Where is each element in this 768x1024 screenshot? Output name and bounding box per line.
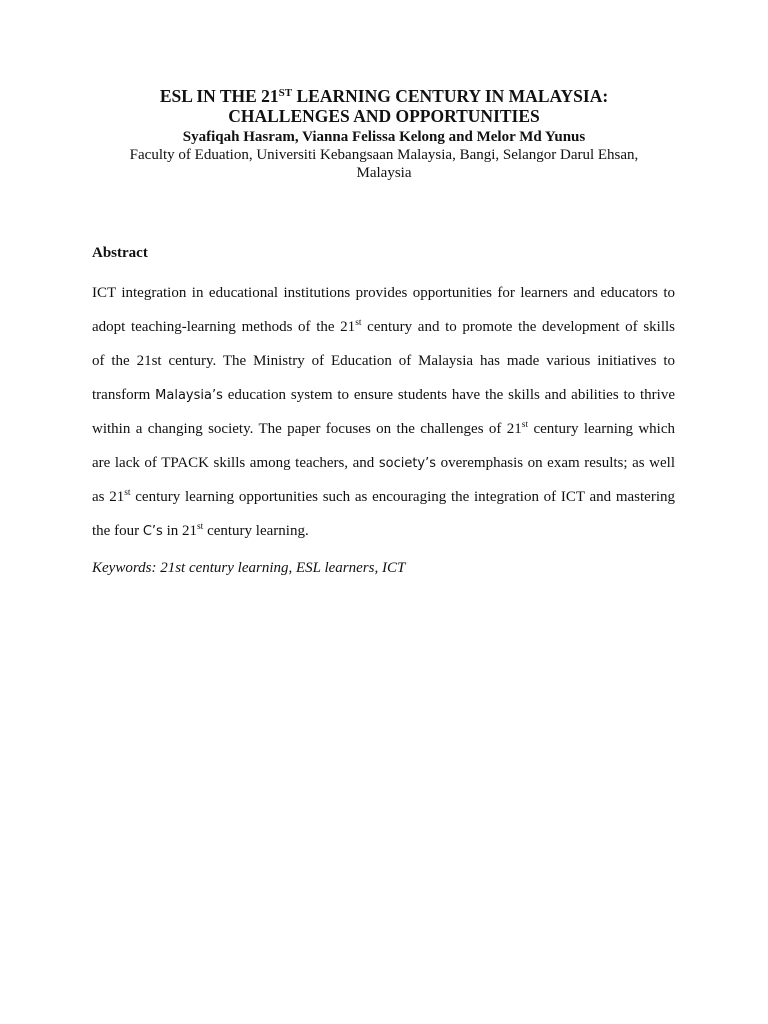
- title-line1: ESL IN THE 21ST LEARNING CENTURY IN MALAYSIA:: [159, 86, 609, 106]
- abstract-line: transform Malaysia’s education system to ensure students have the skills and abilities to thrive: [92, 387, 675, 403]
- paper-keywords: Keywords: 21st century learning, ESL learners, ICT: [92, 560, 406, 576]
- abstract-line: adopt teaching-learning methods of the 21st century and to promote the development of skills: [92, 318, 675, 335]
- title-line2: CHALLENGES AND OPPORTUNITIES: [228, 106, 540, 126]
- abstract-line: of the 21st century. The Ministry of Education of Malaysia has made various initiatives to: [92, 353, 675, 369]
- abstract-heading: Abstract: [92, 245, 148, 261]
- abstract-line: ICT integration in educational institutions provides opportunities for learners and educators to: [92, 285, 675, 301]
- paper-header: [92, 86, 676, 182]
- paper-authors: Syafiqah Hasram, Vianna Felissa Kelong and Melor Md Yunus: [182, 129, 586, 145]
- paper-title: [92, 86, 676, 126]
- abstract-line: within a changing society. The paper focuses on the challenges of 21st century learning which: [92, 420, 675, 437]
- paper-affiliation: [92, 146, 676, 182]
- abstract-line: as 21st century learning opportunities such as encouraging the integration of ICT and mastering: [92, 488, 675, 505]
- affiliation-line2: Malaysia: [356, 165, 412, 181]
- abstract-line: are lack of TPACK skills among teachers, and society’s overemphasis on exam results; as well: [92, 455, 675, 471]
- affiliation-line1: Faculty of Eduation, Universiti Kebangsaan Malaysia, Bangi, Selangor Darul Ehsan,: [129, 147, 639, 163]
- abstract-line: the four C’s in 21st century learning.: [92, 522, 309, 539]
- title-superscript: ST: [278, 87, 293, 99]
- abstract-body: [92, 276, 675, 548]
